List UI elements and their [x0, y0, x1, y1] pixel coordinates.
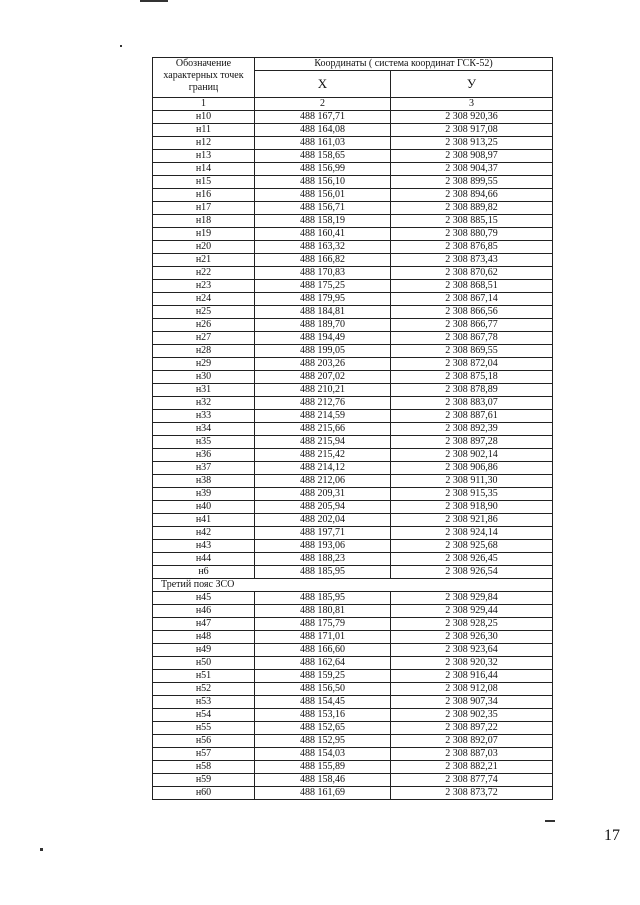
- header-point-name: Обозначение характерных точек границ: [153, 58, 255, 98]
- table-row: [153, 735, 553, 748]
- x-cell: 488 152,95: [255, 735, 391, 748]
- y-cell: 2 308 873,43: [391, 254, 553, 267]
- table-row: [153, 748, 553, 761]
- point-cell: н6: [153, 566, 255, 579]
- point-cell: н27: [153, 332, 255, 345]
- x-cell: 488 167,71: [255, 111, 391, 124]
- table-row: [153, 215, 553, 228]
- table-row: [153, 462, 553, 475]
- scan-artifact: [40, 848, 43, 851]
- table-row: [153, 137, 553, 150]
- x-cell: 488 214,59: [255, 410, 391, 423]
- y-cell: 2 308 875,18: [391, 371, 553, 384]
- table-row: [153, 423, 553, 436]
- x-cell: 488 158,19: [255, 215, 391, 228]
- table-row: [153, 332, 553, 345]
- x-cell: 488 209,31: [255, 488, 391, 501]
- x-cell: 488 215,66: [255, 423, 391, 436]
- x-cell: 488 154,45: [255, 696, 391, 709]
- point-cell: н34: [153, 423, 255, 436]
- x-cell: 488 156,10: [255, 176, 391, 189]
- x-cell: 488 175,79: [255, 618, 391, 631]
- table-row: [153, 202, 553, 215]
- y-cell: 2 308 882,21: [391, 761, 553, 774]
- table-row: [153, 306, 553, 319]
- table-row: [153, 644, 553, 657]
- point-cell: н10: [153, 111, 255, 124]
- point-cell: н39: [153, 488, 255, 501]
- section-label: Третий пояс ЗСО: [153, 579, 553, 592]
- point-cell: н47: [153, 618, 255, 631]
- table-row: [153, 709, 553, 722]
- section-row: [153, 579, 553, 592]
- table-row: [153, 293, 553, 306]
- point-cell: н50: [153, 657, 255, 670]
- y-cell: 2 308 889,82: [391, 202, 553, 215]
- x-cell: 488 205,94: [255, 501, 391, 514]
- y-cell: 2 308 926,45: [391, 553, 553, 566]
- point-cell: н29: [153, 358, 255, 371]
- point-cell: н40: [153, 501, 255, 514]
- table-row: [153, 631, 553, 644]
- y-cell: 2 308 892,07: [391, 735, 553, 748]
- header-coords-title: Координаты ( система координат ГСК-52): [255, 58, 553, 71]
- x-cell: 488 202,04: [255, 514, 391, 527]
- point-cell: н18: [153, 215, 255, 228]
- y-cell: 2 308 925,68: [391, 540, 553, 553]
- point-cell: н26: [153, 319, 255, 332]
- y-cell: 2 308 866,77: [391, 319, 553, 332]
- x-cell: 488 203,26: [255, 358, 391, 371]
- point-cell: н31: [153, 384, 255, 397]
- point-cell: н58: [153, 761, 255, 774]
- y-cell: 2 308 920,32: [391, 657, 553, 670]
- table-row: [153, 592, 553, 605]
- table-row: [153, 553, 553, 566]
- point-cell: н57: [153, 748, 255, 761]
- y-cell: 2 308 876,85: [391, 241, 553, 254]
- point-cell: н46: [153, 605, 255, 618]
- table-row: [153, 254, 553, 267]
- x-cell: 488 161,03: [255, 137, 391, 150]
- header-num-3: 3: [391, 98, 553, 111]
- table-row: [153, 371, 553, 384]
- x-cell: 488 166,82: [255, 254, 391, 267]
- x-cell: 488 158,46: [255, 774, 391, 787]
- x-cell: 488 214,12: [255, 462, 391, 475]
- table-row: [153, 774, 553, 787]
- y-cell: 2 308 912,08: [391, 683, 553, 696]
- point-cell: н45: [153, 592, 255, 605]
- point-cell: н43: [153, 540, 255, 553]
- y-cell: 2 308 924,14: [391, 527, 553, 540]
- table-row: [153, 696, 553, 709]
- scan-artifact: [140, 0, 168, 2]
- point-cell: н59: [153, 774, 255, 787]
- x-cell: 488 158,65: [255, 150, 391, 163]
- point-cell: н51: [153, 670, 255, 683]
- point-cell: н22: [153, 267, 255, 280]
- table-row: [153, 176, 553, 189]
- x-cell: 488 155,89: [255, 761, 391, 774]
- header-x: X: [255, 71, 391, 98]
- x-cell: 488 156,50: [255, 683, 391, 696]
- y-cell: 2 308 906,86: [391, 462, 553, 475]
- x-cell: 488 194,49: [255, 332, 391, 345]
- point-cell: н30: [153, 371, 255, 384]
- x-cell: 488 153,16: [255, 709, 391, 722]
- x-cell: 488 166,60: [255, 644, 391, 657]
- x-cell: 488 188,23: [255, 553, 391, 566]
- table-row: [153, 514, 553, 527]
- point-cell: н48: [153, 631, 255, 644]
- point-cell: н21: [153, 254, 255, 267]
- y-cell: 2 308 926,30: [391, 631, 553, 644]
- x-cell: 488 156,71: [255, 202, 391, 215]
- x-cell: 488 210,21: [255, 384, 391, 397]
- x-cell: 488 161,69: [255, 787, 391, 800]
- y-cell: 2 308 880,79: [391, 228, 553, 241]
- x-cell: 488 185,95: [255, 592, 391, 605]
- y-cell: 2 308 873,72: [391, 787, 553, 800]
- point-cell: н54: [153, 709, 255, 722]
- x-cell: 488 212,06: [255, 475, 391, 488]
- point-cell: н17: [153, 202, 255, 215]
- y-cell: 2 308 885,15: [391, 215, 553, 228]
- x-cell: 488 175,25: [255, 280, 391, 293]
- y-cell: 2 308 867,14: [391, 293, 553, 306]
- header-num-2: 2: [255, 98, 391, 111]
- point-cell: н53: [153, 696, 255, 709]
- y-cell: 2 308 869,55: [391, 345, 553, 358]
- table-row: [153, 436, 553, 449]
- y-cell: 2 308 883,07: [391, 397, 553, 410]
- x-cell: 488 215,94: [255, 436, 391, 449]
- y-cell: 2 308 918,90: [391, 501, 553, 514]
- y-cell: 2 308 872,04: [391, 358, 553, 371]
- table-row: [153, 397, 553, 410]
- point-cell: н19: [153, 228, 255, 241]
- y-cell: 2 308 902,14: [391, 449, 553, 462]
- table-row: [153, 449, 553, 462]
- point-cell: н60: [153, 787, 255, 800]
- y-cell: 2 308 887,03: [391, 748, 553, 761]
- table-row: [153, 618, 553, 631]
- y-cell: 2 308 902,35: [391, 709, 553, 722]
- scan-artifact: [120, 45, 122, 47]
- y-cell: 2 308 928,25: [391, 618, 553, 631]
- header-num-1: 1: [153, 98, 255, 111]
- point-cell: н56: [153, 735, 255, 748]
- y-cell: 2 308 887,61: [391, 410, 553, 423]
- point-cell: н28: [153, 345, 255, 358]
- y-cell: 2 308 915,35: [391, 488, 553, 501]
- x-cell: 488 189,70: [255, 319, 391, 332]
- y-cell: 2 308 866,56: [391, 306, 553, 319]
- x-cell: 488 159,25: [255, 670, 391, 683]
- x-cell: 488 193,06: [255, 540, 391, 553]
- point-cell: н52: [153, 683, 255, 696]
- page-number: 17: [604, 827, 620, 844]
- x-cell: 488 156,99: [255, 163, 391, 176]
- table-row: [153, 683, 553, 696]
- x-cell: 488 163,32: [255, 241, 391, 254]
- y-cell: 2 308 877,74: [391, 774, 553, 787]
- table-row: [153, 150, 553, 163]
- point-cell: н41: [153, 514, 255, 527]
- table-row: [153, 566, 553, 579]
- point-cell: н36: [153, 449, 255, 462]
- table-row: [153, 761, 553, 774]
- y-cell: 2 308 907,34: [391, 696, 553, 709]
- table-row: [153, 228, 553, 241]
- point-cell: н23: [153, 280, 255, 293]
- table-row: [153, 189, 553, 202]
- y-cell: 2 308 899,55: [391, 176, 553, 189]
- x-cell: 488 154,03: [255, 748, 391, 761]
- x-cell: 488 215,42: [255, 449, 391, 462]
- x-cell: 488 179,95: [255, 293, 391, 306]
- table-row: [153, 787, 553, 800]
- point-cell: н14: [153, 163, 255, 176]
- y-cell: 2 308 897,22: [391, 722, 553, 735]
- table-row: [153, 501, 553, 514]
- y-cell: 2 308 926,54: [391, 566, 553, 579]
- point-cell: н25: [153, 306, 255, 319]
- point-cell: н16: [153, 189, 255, 202]
- x-cell: 488 152,65: [255, 722, 391, 735]
- table-row: [153, 280, 553, 293]
- x-cell: 488 171,01: [255, 631, 391, 644]
- point-cell: н32: [153, 397, 255, 410]
- table-row: [153, 670, 553, 683]
- y-cell: 2 308 929,44: [391, 605, 553, 618]
- table-row: [153, 722, 553, 735]
- point-cell: н37: [153, 462, 255, 475]
- x-cell: 488 207,02: [255, 371, 391, 384]
- x-cell: 488 184,81: [255, 306, 391, 319]
- table-row: [153, 358, 553, 371]
- table-row: [153, 488, 553, 501]
- table-row: [153, 111, 553, 124]
- point-cell: н11: [153, 124, 255, 137]
- y-cell: 2 308 904,37: [391, 163, 553, 176]
- y-cell: 2 308 908,97: [391, 150, 553, 163]
- point-cell: н55: [153, 722, 255, 735]
- point-cell: н13: [153, 150, 255, 163]
- point-cell: н49: [153, 644, 255, 657]
- header-y: У: [391, 71, 553, 98]
- table-row: [153, 410, 553, 423]
- x-cell: 488 180,81: [255, 605, 391, 618]
- point-cell: н42: [153, 527, 255, 540]
- y-cell: 2 308 878,89: [391, 384, 553, 397]
- point-cell: н33: [153, 410, 255, 423]
- point-cell: н24: [153, 293, 255, 306]
- y-cell: 2 308 929,84: [391, 592, 553, 605]
- x-cell: 488 199,05: [255, 345, 391, 358]
- table-row: [153, 384, 553, 397]
- table-row: [153, 163, 553, 176]
- x-cell: 488 185,95: [255, 566, 391, 579]
- x-cell: 488 156,01: [255, 189, 391, 202]
- point-cell: н12: [153, 137, 255, 150]
- x-cell: 488 162,64: [255, 657, 391, 670]
- point-cell: н15: [153, 176, 255, 189]
- table-row: [153, 475, 553, 488]
- point-cell: н35: [153, 436, 255, 449]
- y-cell: 2 308 921,86: [391, 514, 553, 527]
- point-cell: н44: [153, 553, 255, 566]
- coordinates-table: [152, 57, 553, 800]
- y-cell: 2 308 868,51: [391, 280, 553, 293]
- y-cell: 2 308 867,78: [391, 332, 553, 345]
- y-cell: 2 308 911,30: [391, 475, 553, 488]
- x-cell: 488 170,83: [255, 267, 391, 280]
- x-cell: 488 212,76: [255, 397, 391, 410]
- table-row: [153, 124, 553, 137]
- y-cell: 2 308 917,08: [391, 124, 553, 137]
- y-cell: 2 308 897,28: [391, 436, 553, 449]
- table-row: [153, 540, 553, 553]
- y-cell: 2 308 870,62: [391, 267, 553, 280]
- table-row: [153, 657, 553, 670]
- table-row: [153, 605, 553, 618]
- y-cell: 2 308 920,36: [391, 111, 553, 124]
- scan-artifact: [545, 820, 555, 822]
- table-row: [153, 267, 553, 280]
- point-cell: н38: [153, 475, 255, 488]
- table-row: [153, 241, 553, 254]
- x-cell: 488 160,41: [255, 228, 391, 241]
- table-row: [153, 527, 553, 540]
- x-cell: 488 197,71: [255, 527, 391, 540]
- y-cell: 2 308 894,66: [391, 189, 553, 202]
- table-row: [153, 345, 553, 358]
- y-cell: 2 308 913,25: [391, 137, 553, 150]
- table-row: [153, 319, 553, 332]
- y-cell: 2 308 916,44: [391, 670, 553, 683]
- y-cell: 2 308 892,39: [391, 423, 553, 436]
- y-cell: 2 308 923,64: [391, 644, 553, 657]
- point-cell: н20: [153, 241, 255, 254]
- x-cell: 488 164,08: [255, 124, 391, 137]
